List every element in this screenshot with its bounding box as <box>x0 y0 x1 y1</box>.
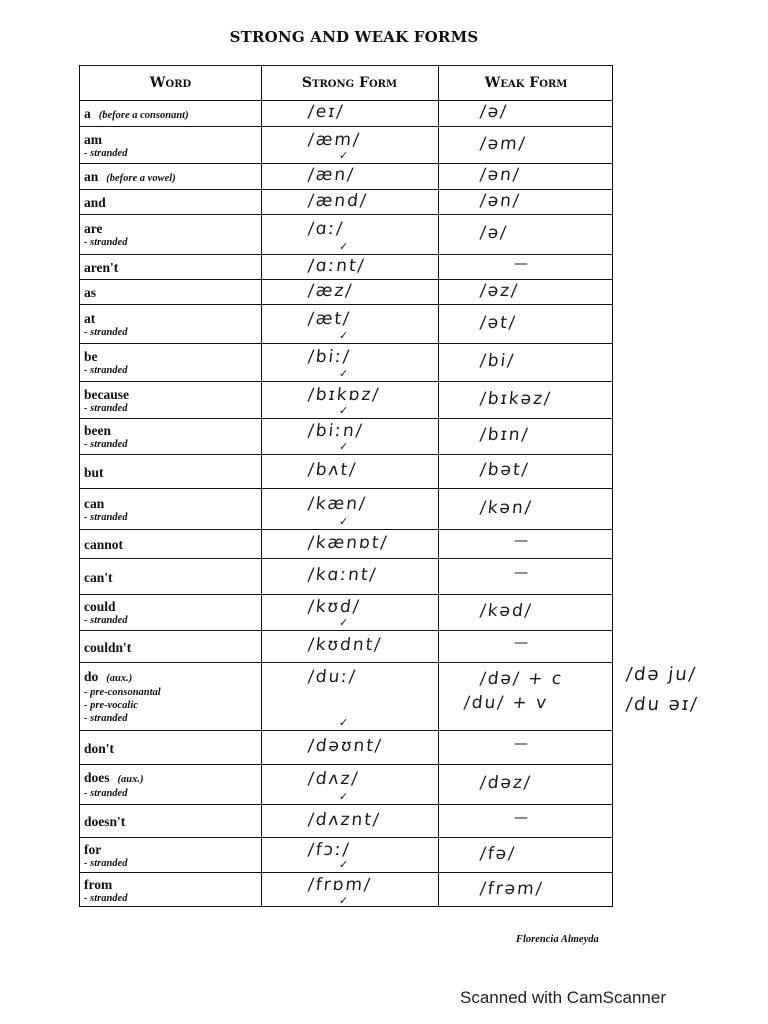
table-row <box>80 100 612 127</box>
word-label: aren't <box>84 260 119 275</box>
word-cell <box>84 305 259 344</box>
check-mark-icon: ✓ <box>339 440 349 453</box>
table-row <box>80 488 612 530</box>
table-row <box>80 558 612 595</box>
weak-form-entry: /ən/ <box>478 165 522 185</box>
word-label: at <box>84 310 96 326</box>
word-qualifier: (aux.) <box>117 774 144 785</box>
table-row <box>80 804 612 838</box>
word-cell <box>84 419 259 455</box>
strong-form-entry: /frɒm/ <box>306 875 373 895</box>
weak-form-entry: /bɪn/ <box>478 425 531 445</box>
usage-note: - stranded <box>84 511 128 523</box>
word-label: am <box>84 131 102 147</box>
weak-form-entry: /bət/ <box>478 460 531 480</box>
usage-note: - pre-vocalic <box>84 700 138 711</box>
strong-form-entry: /kæn/ <box>306 493 368 514</box>
usage-note: - stranded <box>84 365 128 376</box>
no-weak-form-dash: — <box>514 565 528 581</box>
no-weak-form-dash: — <box>514 635 528 651</box>
word-line <box>84 349 259 364</box>
strong-form-entry: /dəʊnt/ <box>306 736 384 756</box>
word-line <box>84 877 259 892</box>
word-cell <box>84 280 259 305</box>
weak-form-entry: /ən/ <box>478 191 522 211</box>
strong-form-entry: /dʌznt/ <box>306 809 382 830</box>
word-label: from <box>84 877 113 892</box>
margin-note-line: /də ju/ <box>624 664 698 685</box>
word-cell <box>84 215 259 255</box>
word-line <box>84 842 259 857</box>
word-line <box>84 169 259 186</box>
table-row <box>80 872 612 909</box>
no-weak-form-dash: — <box>514 532 528 549</box>
margin-note-line: /du əɪ/ <box>624 694 700 715</box>
margin-note <box>626 660 698 720</box>
table-row <box>80 529 612 559</box>
word-cell <box>84 731 259 765</box>
word-label: could <box>84 599 116 614</box>
header-strong-form: Strong Form <box>301 75 398 91</box>
usage-note: - stranded <box>84 326 128 338</box>
word-label: couldn't <box>84 639 132 655</box>
weak-form-entry: /ə/ <box>478 223 509 243</box>
strong-form-entry: /ænd/ <box>306 191 369 211</box>
usage-note: - stranded <box>84 237 128 248</box>
word-qualifier: (aux.) <box>106 673 133 684</box>
word-label: can't <box>84 569 113 585</box>
strong-form-entry: /æn/ <box>306 165 356 185</box>
table-row <box>80 630 612 663</box>
word-line <box>84 195 259 210</box>
table-row <box>80 254 612 280</box>
usage-note: - stranded <box>84 713 128 724</box>
table-row <box>80 764 612 805</box>
strong-form-entry: /ɑːnt/ <box>306 256 367 276</box>
strong-form-entry: /æt/ <box>306 308 352 329</box>
word-line <box>84 221 259 236</box>
word-cell <box>84 255 259 280</box>
check-mark-icon: ✓ <box>339 616 349 629</box>
table-row <box>80 381 612 419</box>
word-label: because <box>84 386 129 402</box>
word-label: doesn't <box>84 814 126 829</box>
header-word: Word <box>149 75 192 91</box>
word-label: an <box>84 168 99 184</box>
check-mark-icon: ✓ <box>339 404 349 417</box>
table-row <box>80 730 612 765</box>
table-row <box>80 279 612 305</box>
word-line <box>84 537 259 552</box>
strong-form-entry: /bʌt/ <box>306 460 359 480</box>
table-row <box>80 594 612 631</box>
word-cell <box>84 559 259 595</box>
strong-form-entry: /kʊdnt/ <box>306 635 384 655</box>
word-line <box>84 311 259 326</box>
word-line <box>84 741 259 756</box>
word-cell <box>84 530 259 559</box>
word-line <box>84 132 259 147</box>
usage-note: - stranded <box>84 615 128 626</box>
word-cell <box>84 595 259 631</box>
strong-form-entry: /fɔː/ <box>306 839 352 860</box>
usage-note: - stranded <box>84 402 128 414</box>
table-row <box>80 304 612 344</box>
word-cell <box>84 190 259 215</box>
strong-form-entry: /æm/ <box>306 129 362 150</box>
weak-form-entry: /bi/ <box>478 351 517 371</box>
strong-form-entry: /duː/ <box>306 667 358 687</box>
weak-form-entry: /frəm/ <box>478 879 545 899</box>
word-label: but <box>84 464 104 480</box>
strong-form-entry: /kɑːnt/ <box>306 565 379 585</box>
word-line <box>84 669 259 686</box>
weak-form-entry: /du/ + v <box>462 693 550 713</box>
table-row <box>80 214 612 255</box>
weak-form-entry: /bɪkəz/ <box>478 388 553 409</box>
table-row <box>80 343 612 382</box>
check-mark-icon: ✓ <box>339 367 349 380</box>
weak-form-entry: /əm/ <box>478 133 528 154</box>
word-label: and <box>84 195 106 210</box>
word-label: don't <box>84 740 115 756</box>
strong-form-entry: /biː/ <box>306 347 352 367</box>
word-label: can <box>84 495 105 511</box>
check-mark-icon: ✓ <box>339 716 349 729</box>
word-line <box>84 814 259 829</box>
word-label: does <box>84 770 110 785</box>
word-label: cannot <box>84 537 124 552</box>
word-line <box>84 106 259 123</box>
word-cell <box>84 101 259 127</box>
no-weak-form-dash: — <box>514 736 528 752</box>
word-line <box>84 570 259 585</box>
check-mark-icon: ✓ <box>339 894 349 907</box>
word-line <box>84 285 259 300</box>
word-cell <box>84 382 259 419</box>
check-mark-icon: ✓ <box>339 858 349 871</box>
word-cell <box>84 805 259 838</box>
word-label: be <box>84 349 98 364</box>
strong-form-entry: /æz/ <box>306 281 355 301</box>
table-row <box>80 126 612 164</box>
word-line <box>84 387 259 402</box>
no-weak-form-dash: — <box>514 809 528 826</box>
check-mark-icon: ✓ <box>339 149 349 162</box>
strong-form-entry: /kʊd/ <box>306 597 362 617</box>
table-row <box>80 837 612 873</box>
strong-form-entry: /biːn/ <box>306 421 365 441</box>
header-weak-form: Weak Form <box>484 75 568 91</box>
word-cell <box>84 164 259 190</box>
word-cell <box>84 455 259 489</box>
strong-form-entry: /ɑː/ <box>306 219 346 239</box>
weak-form-entry: /kəd/ <box>478 601 534 621</box>
word-cell <box>84 631 259 663</box>
word-cell <box>84 663 259 731</box>
word-line <box>84 260 259 275</box>
weak-form-entry: /fə/ <box>478 843 517 864</box>
word-line <box>84 496 259 511</box>
usage-note: - stranded <box>84 439 128 450</box>
page-title: STRONG AND WEAK FORMS <box>229 28 479 46</box>
word-label: do <box>84 669 99 684</box>
word-qualifier: (before a vowel) <box>106 172 176 184</box>
word-cell <box>84 489 259 530</box>
word-label: for <box>84 841 102 857</box>
usage-note: - stranded <box>84 788 128 799</box>
weak-form-entry: /ət/ <box>478 312 518 333</box>
author-name: Florencia Almeyda <box>516 934 599 945</box>
weak-form-entry: /kən/ <box>478 497 534 518</box>
word-cell <box>84 873 259 909</box>
usage-note: - stranded <box>84 147 128 159</box>
word-label: been <box>84 423 111 438</box>
forms-table <box>79 65 613 907</box>
word-cell <box>84 344 259 382</box>
table-row <box>80 418 612 455</box>
check-mark-icon: ✓ <box>339 240 349 253</box>
word-label: a <box>84 105 91 121</box>
weak-form-entry: /də/ + c <box>478 669 565 689</box>
word-label: are <box>84 221 103 236</box>
word-cell <box>84 765 259 805</box>
strong-form-entry: /eɪ/ <box>306 102 346 122</box>
strong-form-entry: /dʌz/ <box>306 769 361 789</box>
weak-form-entry: /ə/ <box>478 102 509 122</box>
word-cell <box>84 838 259 873</box>
check-mark-icon: ✓ <box>339 329 349 342</box>
check-mark-icon: ✓ <box>339 515 349 528</box>
table-row <box>80 189 612 215</box>
table-row <box>80 662 612 731</box>
word-cell <box>84 127 259 164</box>
weak-form-entry: /əz/ <box>478 281 520 301</box>
weak-form-entry: /dəz/ <box>478 773 533 793</box>
table-row <box>80 454 612 489</box>
word-line <box>84 465 259 480</box>
word-line <box>84 599 259 614</box>
usage-note: - stranded <box>84 893 128 904</box>
word-line <box>84 423 259 438</box>
scanner-watermark: Scanned with CamScanner <box>460 988 667 1007</box>
strong-form-entry: /kænɒt/ <box>306 532 390 553</box>
word-line <box>84 770 259 787</box>
usage-note: - pre-consonantal <box>84 687 161 698</box>
table-row <box>80 163 612 190</box>
word-qualifier: (before a consonant) <box>98 109 189 121</box>
strong-form-entry: /bɪkɒz/ <box>306 384 382 405</box>
no-weak-form-dash: — <box>514 256 528 272</box>
usage-note: - stranded <box>84 857 128 869</box>
word-line <box>84 640 259 655</box>
word-label: as <box>84 285 97 300</box>
check-mark-icon: ✓ <box>339 790 349 803</box>
